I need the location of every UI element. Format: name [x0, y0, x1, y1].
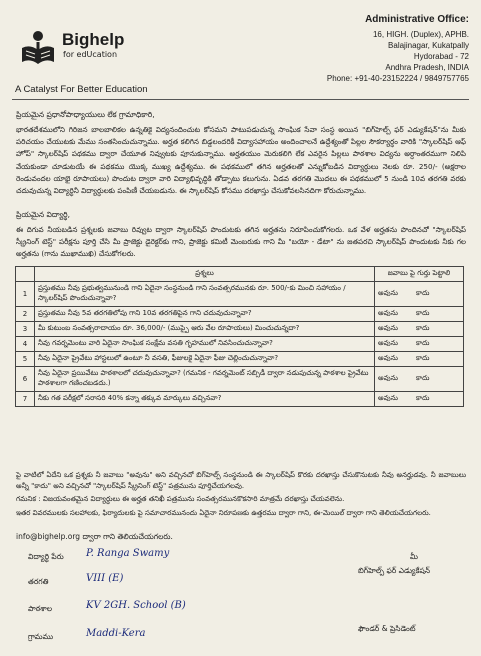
sender-prefix: మీ [410, 552, 418, 561]
row-number: 1 [16, 282, 35, 307]
header-divider [12, 99, 469, 100]
row-answer [375, 367, 464, 392]
founder-title: ఫౌండర్ & ప్రెసిడెంట్ [358, 624, 416, 633]
row-question: నీవు ఏదైనా ప్రైవేటు హాస్టలులో ఉంటూ నీ వసతి, ఫీజులకై ఏదైనా ఫీజు చెల్లించుచున్నావా? [35, 352, 375, 367]
class-value[interactable]: VIII (E) [86, 573, 124, 584]
office-address [299, 14, 469, 84]
office-line: Andhra Pradesh, INDIA [385, 63, 469, 72]
table-header-question: ప్రశ్నలు [35, 267, 375, 282]
table-row [16, 367, 464, 392]
salutation-headmaster: ప్రియమైన ప్రధానోపాధ్యాయులు లేక గ్రామాధికారి, [16, 110, 155, 119]
school-label: పాఠశాల [28, 604, 53, 613]
office-title: Administrative Office: [365, 14, 469, 25]
row-answer [375, 307, 464, 322]
answer-no[interactable]: కాదు [416, 354, 430, 362]
row-number: 7 [16, 392, 35, 407]
row-question: నీకు గత పరీక్షలో సరాసరి 40% కన్నా తక్కువ మార్కులు వచ్చినవా? [35, 392, 375, 407]
table-row [16, 352, 464, 367]
answer-no[interactable]: కాదు [416, 324, 430, 332]
contact-email[interactable]: info@bighelp.org ద్వారా గాని తెలియచేయగలరు. [16, 532, 173, 541]
office-line: Balajinagar, Kukatpally [388, 41, 469, 50]
office-phone: Phone: +91-40-23152224 / 9849757765 [326, 74, 469, 83]
table-row [16, 392, 464, 407]
row-answer [375, 392, 464, 407]
answer-no[interactable]: కాదు [416, 374, 430, 382]
school-value[interactable]: KV 2GH. School (B) [86, 600, 186, 611]
row-number: 4 [16, 337, 35, 352]
table-row [16, 282, 464, 307]
office-line: 16, HIGH. (Duplex), APHB. [372, 30, 469, 39]
contact-note: ఇతర వివరములకు సలహాలకు, ఫిర్యాదులకు పై సమాచారమునందు ఏదైనా నిరూపణకు ఉత్తరము ద్వారా గాని, ఈ-మెయిల్ ద్వారా గాని తెలియచేయగలరు. [16, 509, 431, 517]
answer-no[interactable]: కాదు [416, 339, 430, 347]
row-question: నీవు ఏదైనా ప్రయివేటు పాఠశాలలో చదువుచున్నావా? (గమనిక - గవర్నమెంట్ సబ్సిడీ ద్వారా నడుపుచున్న పాఠశాల ప్రైవేటు పాఠశాలగా గణించబడదు.) [35, 367, 375, 392]
class-label: తరగతి [28, 577, 49, 586]
row-number: 6 [16, 367, 35, 392]
instruction-paragraph: ఈ దిగువ నీయబడిన ప్రశ్నలకు జవాబు రివ్వుట ద్వారా స్కాలర్‌షిప్ పొందుటకు తగిన అర్హతను నిరూపించుకోగలరు. ఒక వేళ అర్హతను పొందినచో "స్కాలర్‌షిప్ స్క్రీనింగ్ టెస్ట్" పరీక్షను పూర్తి చేసి మీ ప్రాజెక్టు డైరెక్టర్‌కు గాని, ప్రాజెక్టు కమిటీ మెంబరుకు గాని మీ "బయో - డేటా" ను జతపరచి స్కాలర్‌షిప్ పొందుటకు నీకు గల అర్హతను (గాను ముఖాముఖి) చేసుకోగలరు. [16, 225, 466, 259]
row-answer [375, 282, 464, 307]
village-label: గ్రామము [28, 632, 54, 641]
row-number: 5 [16, 352, 35, 367]
row-answer [375, 337, 464, 352]
answer-yes[interactable]: అవును [378, 324, 398, 332]
answer-no[interactable]: కాదు [416, 309, 430, 317]
row-answer [375, 322, 464, 337]
answer-no[interactable]: కాదు [416, 394, 430, 402]
village-value[interactable]: Maddi-Kera [86, 628, 146, 639]
table-row [16, 337, 464, 352]
answer-yes[interactable]: అవును [378, 309, 398, 317]
sender-name: బిగ్‌హెల్ప్ ఫర్ ఎడ్యుకేషన్ [358, 566, 431, 575]
row-question: మీ కుటుంబ సంవత్సరాదాయం రూ. 36,000/- (ముప్పై ఆరు వేల రూపాయలు) మించుచున్నదా? [35, 322, 375, 337]
answer-no[interactable]: కాదు [416, 289, 430, 297]
row-number: 3 [16, 322, 35, 337]
salutation-student: ప్రియమైన విద్యార్థి, [16, 210, 70, 219]
row-question: ప్రస్తుతము నీవు ప్రభుత్వమునుండి గాని ఏదైనా సంస్థనుండి గాని సంవత్సరమునకు రూ. 500/-కు మించి సహాయం / స్కాలర్‌షిప్ పొందుచున్నావా? [35, 282, 375, 307]
answer-yes[interactable]: అవును [378, 394, 398, 402]
answer-yes[interactable]: అవును [378, 289, 398, 297]
bighelp-logo-icon [18, 28, 58, 68]
student-name-label: విద్యార్థి పేరు [28, 552, 64, 561]
eligibility-note: పై వాటిలో ఏదేని ఒక ప్రశ్నకు నీ జవాబు "అవును" అని వచ్చినచో బిగ్‌హెల్ప్ సంస్థనుండి ఈ స్కాలర్‌షిప్ కొరకు దరఖాస్తు చేసుకొనుటకు నీవు అనర్హుడవు. నీ జవాబులు అన్నీ "కాదు" అని వచ్చినచో "స్కాలర్‌షిప్ స్క్రీనింగ్ టెస్ట్" పత్రమును పూర్తిచేయగలవు. [16, 471, 466, 490]
renewal-note: గమనిక : విజయవంతమైన విద్యార్థులు ఈ అర్హత తనిఖీ పత్రమును సంవత్సరమునకొకసారి మాత్రమే దరఖాస్తు చేయవలెను. [16, 495, 345, 503]
row-answer [375, 352, 464, 367]
answer-yes[interactable]: అవును [378, 354, 398, 362]
brand-name: Bighelp [62, 30, 125, 49]
table-header-number [16, 267, 35, 282]
table-header-answer: జవాబు పై గుర్తు పెట్టాలి [375, 267, 464, 282]
answer-yes[interactable]: అవును [378, 374, 398, 382]
office-line: Hydorabad - 72 [413, 52, 469, 61]
tagline: A Catalyst For Better Education [15, 84, 148, 95]
answer-yes[interactable]: అవును [378, 339, 398, 347]
brand-subtitle: for edUcation [63, 50, 118, 59]
row-question: నీవు గవర్నమెంటు వారి ఏదైనా సాంఘిక సంక్షేమ వసతి గృహములో నివసించుచున్నావా? [35, 337, 375, 352]
table-header-row [16, 267, 464, 282]
intro-paragraph: భారతదేశములోని గిరిజన బాలబాలికల ఉన్నతికై విద్యనందించుట కోసమని పాటుపడుచున్న సాంఘిక సేవా సంస్థ అయిన "బిగ్‌హెల్ప్ ఫర్ ఎడ్యుకేషన్"ను మీకు పరిచయం చేయుటకు మేము సంతసించుచున్నాము. అర్హత కలిగిన బిడ్డలందరికీ విద్యాసహాయం అందించాలనే ఉద్దేశ్యంతో పిల్లల సౌకర్యార్థం వారికి "స్కాలర్‌షిప్ ఆఫ్ హోప్" స్కాలర్‌షిప్ పథకము ద్వారా చేయూత నివ్వుటకు పూనుకున్నాము. అర్హతయుం మెరుకలిగి లేక ఎవరైన పిల్లలు పాఠశాల విద్యను అర్ధాంతరముగా నిలిపి వేయకుండా చూడుటయే ఈ పథకము యొక్క ముఖ్య ఉద్దేశ్యము. ఈ పథకములో తగిన అర్హతలతో ఎన్నుకోబడిన విద్యార్థులు నెలకు రూ. 250/- (అక్షరాల రెండువందల యాభై రూపాయలు) పొందుట ద్వారా వారి విద్యాభివృద్ధికి తోడ్పాటు కలుగును. ఏడవ తరగతి మొదలు ఈ పథకములో 5 నుండి 10వ తరగతి వరకు చదువుచున్న విద్యార్థినీ విద్యార్థులకు పంపిణీ చేయబడును. ఈ స్కాలర్‌షిప్ కోసము దరఖాస్తు చేసుకోవలసినదిగా కోరుచున్నాము. [16, 125, 466, 196]
table-row [16, 307, 464, 322]
row-question: ప్రస్తుతము నీవు 5వ తరగతిలోపు గాని 10వ తరగతిపైన గాని చదువుచున్నావా? [35, 307, 375, 322]
eligibility-table [15, 266, 464, 407]
table-row [16, 322, 464, 337]
row-number: 2 [16, 307, 35, 322]
student-name-value[interactable]: P. Ranga Swamy [86, 548, 170, 559]
